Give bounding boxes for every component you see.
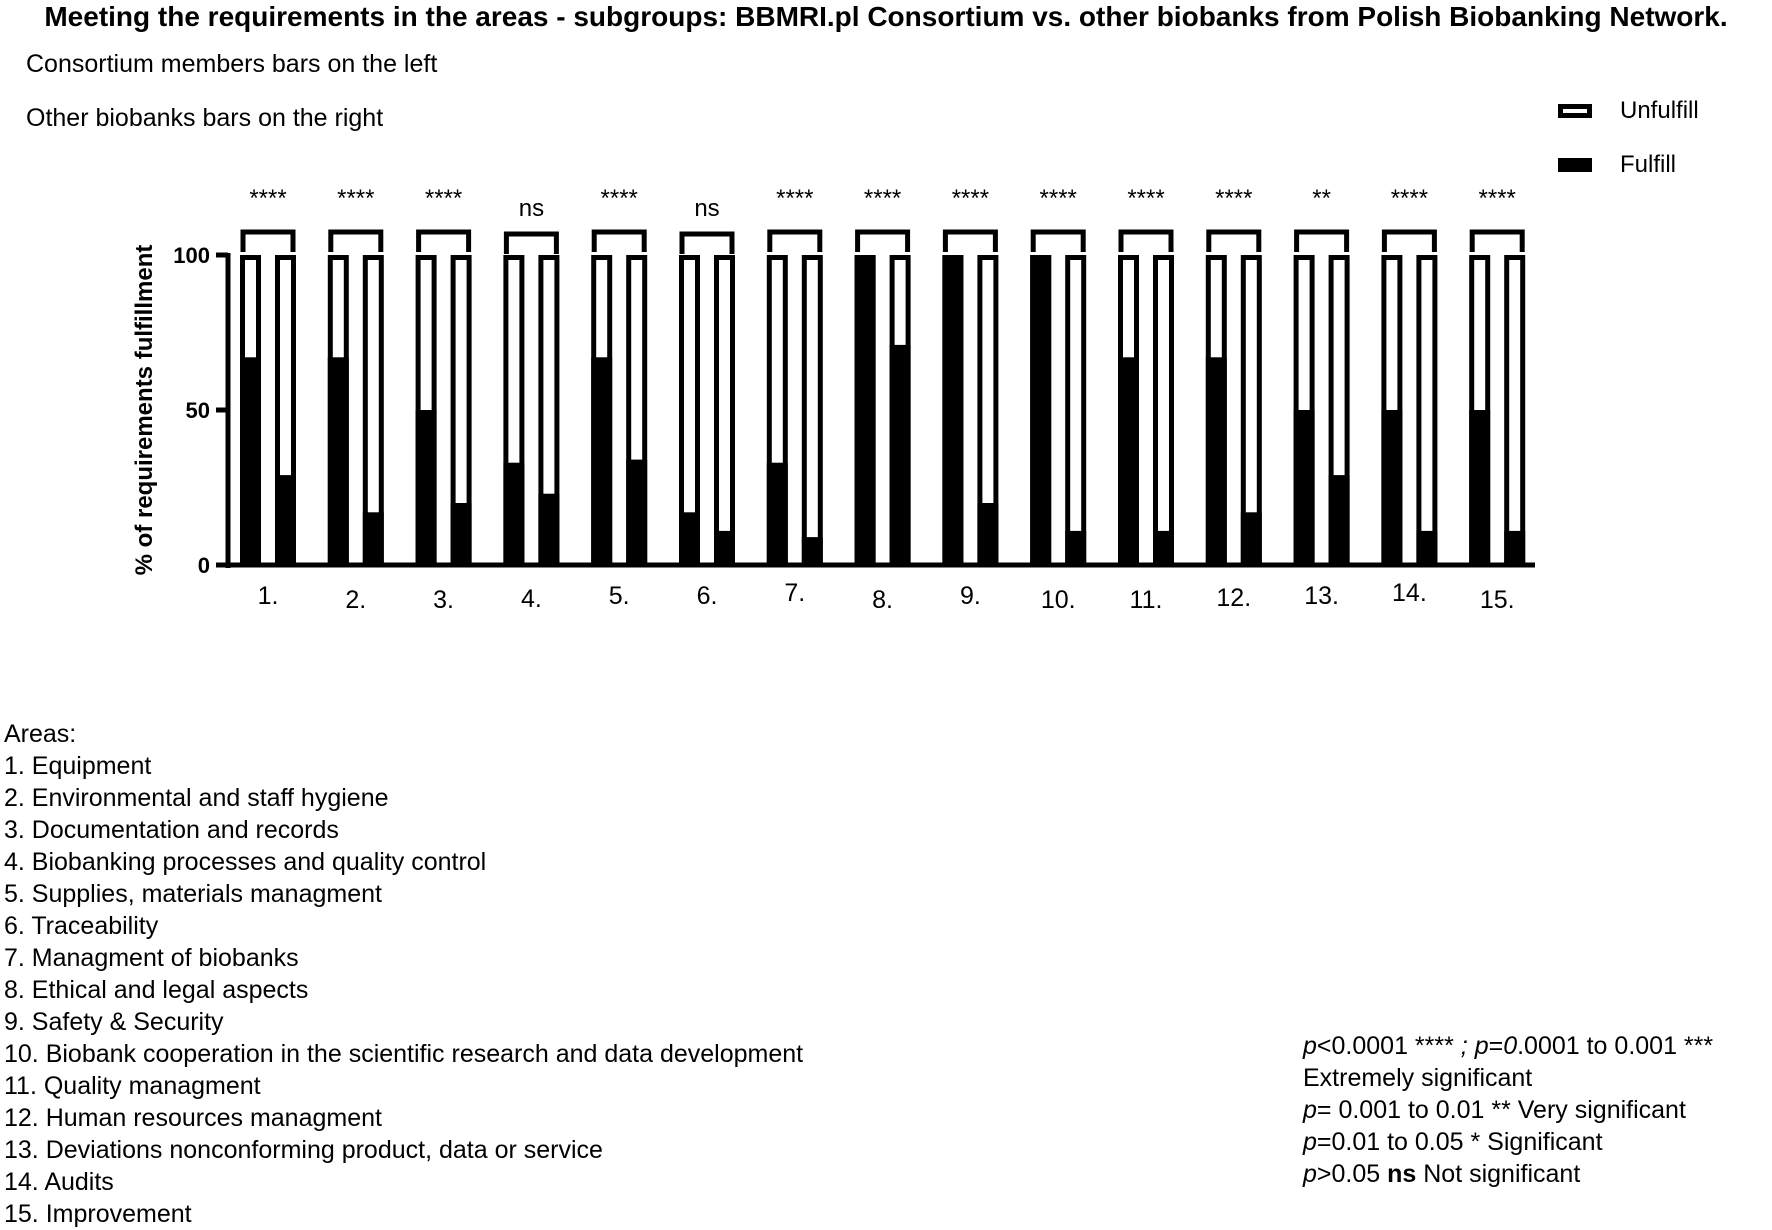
significance-bracket [1121,232,1171,252]
bar-other-fulfill [802,537,823,565]
bar-consortium-fulfill [1118,357,1139,565]
x-tick-label: 7. [784,579,806,607]
bar-other-fulfill [1153,531,1174,565]
x-tick-label: 11. [1129,586,1163,614]
significance-label: **** [863,185,902,212]
y-tick-label: 0 [197,553,210,578]
bar-consortium-fulfill [1030,255,1051,565]
area-item: 5. Supplies, materials managment [4,880,382,908]
area-item: 11. Quality managment [4,1072,261,1100]
significance-bracket [945,232,995,252]
bar-consortium-fulfill [328,357,349,565]
x-tick-label: 9. [959,582,981,610]
x-tick-label: 2. [345,586,367,614]
note-line-3: p= 0.001 to 0.01 ** Very significant [1303,1096,1686,1124]
area-item: 9. Safety & Security [4,1008,224,1036]
subtitle-other: Other biobanks bars on the right [26,104,384,132]
significance-bracket [1472,232,1522,252]
bar-consortium-fulfill [1381,410,1402,565]
areas-heading: Areas: [4,720,77,748]
significance-label: **** [1478,185,1516,212]
significance-bracket [243,232,293,252]
bar-other-unfulfill [1507,258,1523,566]
bar-other-fulfill [451,503,472,565]
y-axis-label: % of requirements fulfillment [131,244,158,576]
area-item: 13. Deviations nonconforming product, data or service [4,1136,603,1164]
area-item: 12. Human resources managment [4,1104,382,1132]
significance-label: ns [518,195,545,222]
area-item: 14. Audits [4,1168,114,1196]
bar-consortium-fulfill [1206,357,1227,565]
significance-notes [1303,1030,1713,1190]
x-tick-label: 1. [257,582,279,610]
bar-other-fulfill [363,512,384,565]
significance-bracket [770,232,820,252]
bar-other-fulfill [1504,531,1525,565]
area-item: 3. Documentation and records [4,816,339,844]
significance-label: **** [1390,185,1429,212]
area-item: 7. Managment of biobanks [4,944,299,972]
legend-label: Unfulfill [1620,97,1699,124]
significance-bracket [682,234,732,254]
bar-other-unfulfill [1156,258,1172,566]
significance-label: **** [951,185,990,212]
significance-bracket [331,232,381,252]
area-item: 6. Traceability [4,912,159,940]
significance-label: ns [694,195,720,222]
bar-other-unfulfill [717,258,733,566]
note-line-2: Extremely significant [1303,1064,1533,1092]
bar-other-fulfill [1416,531,1437,565]
bar-other-fulfill [714,531,735,565]
bar-consortium-fulfill [591,357,612,565]
area-item: 10. Biobank cooperation in the scientific research and data development [4,1040,804,1068]
x-tick-label: 6. [696,582,718,610]
bar-other-unfulfill [1068,258,1084,566]
significance-label: **** [424,185,463,212]
x-tick-label: 12. [1216,584,1252,612]
area-item: 1. Equipment [4,752,152,780]
significance-bracket [1384,232,1434,252]
bar-consortium-fulfill [1294,410,1315,565]
x-tick-label: 14. [1392,579,1427,607]
bar-consortium-fulfill [942,255,963,565]
bar-consortium-fulfill [767,463,788,565]
x-tick-label: 10. [1040,586,1076,614]
note-line-5: p>0.05 ns Not significant [1303,1160,1581,1188]
bar-other-fulfill [977,503,998,565]
y-tick-label: 50 [185,398,210,423]
significance-label: **** [1127,185,1165,212]
bar-other-fulfill [1065,531,1086,565]
x-tick-label: 4. [520,585,542,613]
significance-label: **** [776,185,814,212]
bar-consortium-fulfill [416,410,437,565]
significance-bracket [506,234,556,254]
significance-bracket [1297,232,1347,252]
bar-other-fulfill [626,460,647,565]
x-tick-label: 13. [1304,582,1339,610]
significance-bracket [594,232,644,252]
areas-list [4,718,803,1230]
subtitle-consortium: Consortium members bars on the left [26,50,438,78]
bar-consortium-fulfill [503,463,524,565]
bar-other-fulfill [1329,475,1350,565]
significance-bracket [419,232,469,252]
x-tick-label: 5. [608,582,630,610]
area-item: 2. Environmental and staff hygiene [4,784,389,812]
bar-other-unfulfill [1419,258,1435,566]
bar-other-fulfill [538,494,559,565]
significance-label: ** [1312,185,1331,212]
area-item: 4. Biobanking processes and quality control [4,848,487,876]
bar-consortium-fulfill [855,255,876,565]
chart-title: Meeting the requirements in the areas - subgroups: BBMRI.pl Consortium vs. other biobanks from Polish Biobanking Network. [44,1,1728,32]
bar-other-fulfill [890,345,911,565]
x-tick-label: 15. [1479,586,1515,614]
y-tick-label: 100 [173,243,210,268]
significance-label: **** [1039,185,1077,212]
note-line-4: p=0.01 to 0.05 * Significant [1303,1128,1603,1156]
bar-consortium-fulfill [240,357,261,565]
legend-label: Fulfill [1620,151,1677,178]
bar-other-fulfill [1241,512,1262,565]
x-tick-label: 8. [872,586,894,614]
area-item: 15. Improvement [4,1200,192,1228]
bar-consortium-fulfill [679,512,700,565]
significance-label: **** [249,185,287,212]
significance-label: **** [600,185,638,212]
bar-consortium-fulfill [1469,410,1490,565]
significance-bracket [1209,232,1259,252]
x-tick-label: 3. [433,586,455,614]
significance-bracket [858,232,908,252]
bar-other-fulfill [275,475,296,565]
bar-other-unfulfill [804,258,820,566]
significance-bracket [1033,232,1083,252]
note-line-1: p<0.0001 **** ; p=0.0001 to 0.001 *** [1303,1032,1714,1060]
area-item: 8. Ethical and legal aspects [4,976,309,1004]
significance-label: **** [1215,185,1253,212]
significance-label: **** [337,185,375,212]
